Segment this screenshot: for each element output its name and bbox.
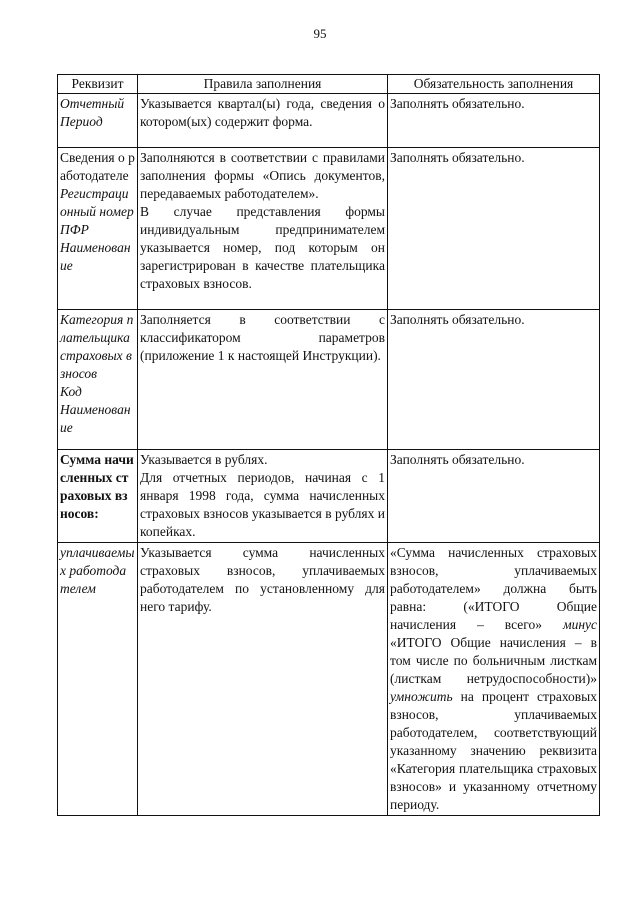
requisite-name: Отчетный Период — [60, 96, 125, 129]
table-row — [58, 94, 600, 148]
obligation-cell — [388, 543, 600, 816]
requisite-subname: Наименование — [60, 402, 131, 435]
requisite-name: Сведения о работодателе — [60, 150, 135, 183]
obligation-formula — [390, 544, 597, 814]
table-row — [58, 543, 600, 816]
header-obligation: Обязательность заполнения — [388, 75, 600, 94]
table-header-row — [58, 75, 600, 94]
requisite-cell — [58, 450, 138, 543]
requisite-cell — [58, 94, 138, 148]
rule-text: Указывается квартал(ы) года, сведения о котором(ых) содержит форма. — [140, 96, 385, 129]
rule-text: Заполняется в соответствии с классификатором параметров (приложение 1 к настоящей Инструкции). — [140, 312, 385, 363]
requisite-cell — [58, 543, 138, 816]
table-row — [58, 310, 600, 450]
table-row — [58, 148, 600, 310]
formula-part: «ИТОГО Общие начисления – в том числе по больничным листкам (листкам нетрудоспособности)» — [390, 635, 597, 686]
header-rules: Правила заполнения — [138, 75, 388, 94]
requisite-name: уплачиваемых работодателем — [60, 545, 135, 596]
rule-text: Заполняются в соответствии с правилами заполнения формы «Опись документов, передаваемых работодателем». — [140, 150, 385, 201]
formula-part: «Сумма начисленных страховых взносов, уплачиваемых работодателем» должна быть равна: («ИТОГО Общие начисления – всего» — [390, 545, 597, 632]
table-row — [58, 450, 600, 543]
formula-operator-multiply: умножить — [390, 689, 453, 704]
rule-text: Указывается в рублях. — [140, 452, 268, 467]
obligation-text: Заполнять обязательно. — [390, 96, 525, 111]
rules-cell — [138, 450, 388, 543]
requisite-name: Сумма начисленных страховых взносов: — [60, 452, 134, 521]
formula-operator-minus: минус — [562, 617, 598, 632]
requisite-subname: Код — [60, 384, 82, 399]
rules-cell — [138, 543, 388, 816]
obligation-cell — [388, 310, 600, 450]
rules-cell — [138, 148, 388, 310]
requisite-cell — [58, 148, 138, 310]
obligation-text: Заполнять обязательно. — [390, 150, 525, 165]
obligation-text: Заполнять обязательно. — [390, 312, 525, 327]
rules-cell — [138, 94, 388, 148]
rules-cell — [138, 310, 388, 450]
rule-text: Указывается сумма начисленных страховых взносов, уплачиваемых работодателем по установленному для него тарифу. — [140, 545, 385, 614]
rule-text: Для отчетных периодов, начиная с 1 января 1998 года, сумма начисленных страховых взносов указывается в рублях и копейках. — [140, 470, 385, 539]
formula-part: на процент страховых взносов, уплачиваемых работодателем, соответствующий указанному значению реквизита «Категория плательщика страховых взносов» и указанному отчетному периоду. — [390, 689, 597, 812]
requisite-name: Категория плательщика страховых взносов — [60, 312, 134, 381]
obligation-cell — [388, 450, 600, 543]
header-requisite: Реквизит — [58, 75, 138, 94]
rule-text: В случае представления формы индивидуальным предпринимателем указывается номер, под которым он зарегистрирован в качестве плательщика страховых взносов. — [140, 204, 385, 291]
obligation-cell — [388, 148, 600, 310]
obligation-cell — [388, 94, 600, 148]
requisite-subname: Регистрационный номер ПФР — [60, 186, 134, 237]
page-number: 95 — [313, 26, 327, 41]
requisite-subname: Наименование — [60, 240, 131, 273]
requisite-cell — [58, 310, 138, 450]
obligation-text: Заполнять обязательно. — [390, 452, 525, 467]
rules-table — [57, 74, 600, 816]
